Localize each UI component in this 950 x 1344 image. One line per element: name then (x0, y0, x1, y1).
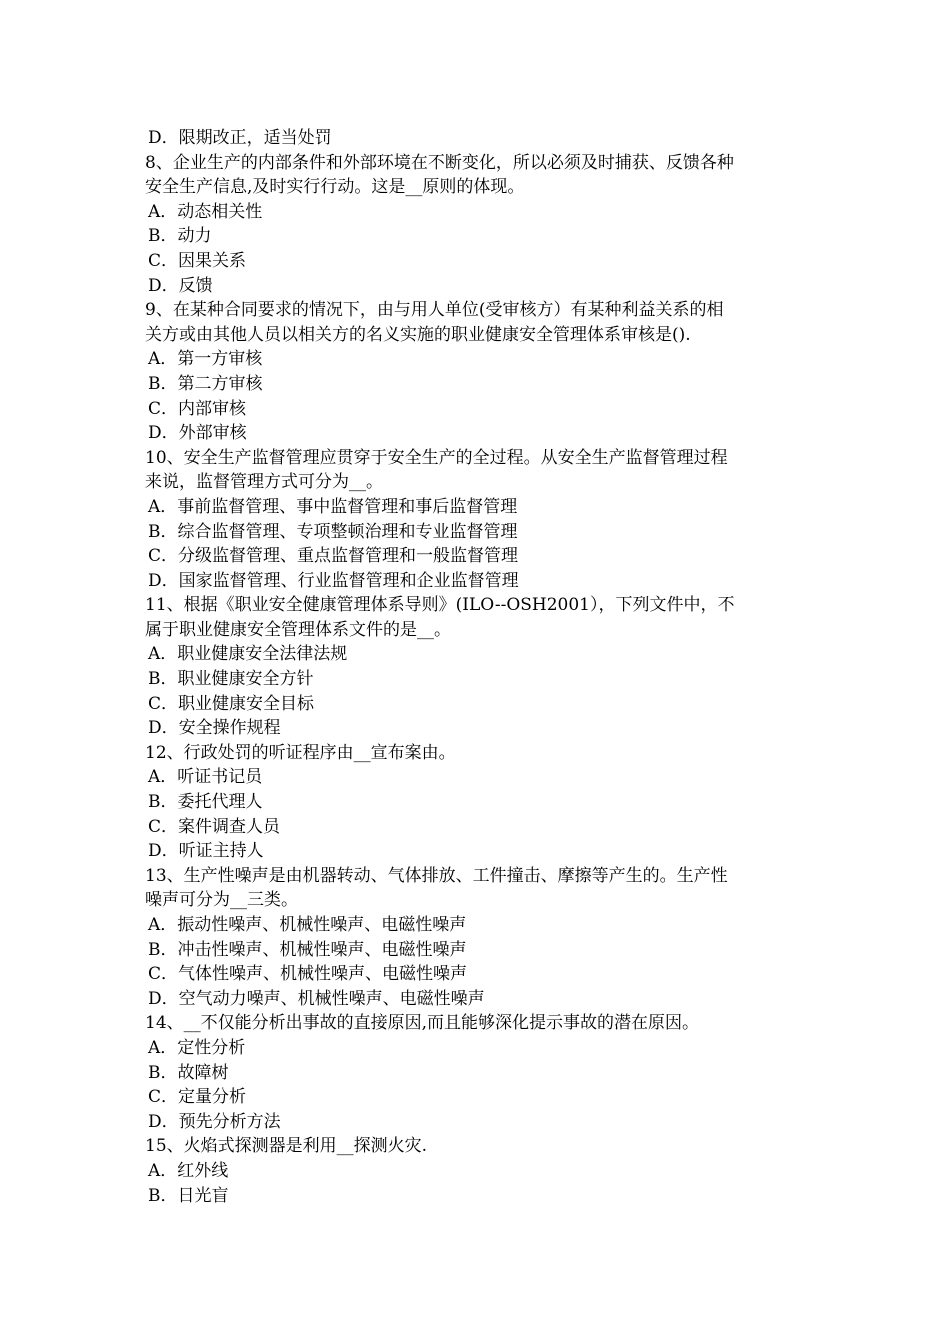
question-line: 安全生产信息,及时实行行动。这是__原则的体现。 (145, 177, 525, 198)
option-line: D．预先分析方法 (148, 1111, 281, 1132)
option-line: A．动态相关性 (148, 201, 263, 222)
question-line: 8、企业生产的内部条件和外部环境在不断变化，所以必须及时捕获、反馈各种 (145, 152, 734, 173)
option-line: B．综合监督管理、专项整顿治理和专业监督管理 (148, 521, 518, 542)
option-line: D．安全操作规程 (148, 718, 281, 739)
option-line: C．案件调查人员 (148, 816, 281, 837)
option-line: D．空气动力噪声、机械性噪声、电磁性噪声 (148, 988, 485, 1009)
question-line: 属于职业健康安全管理体系文件的是__。 (145, 619, 451, 640)
question-line: 关方或由其他人员以相关方的名义实施的职业健康安全管理体系审核是(). (145, 324, 691, 345)
option-line: D．反馈 (148, 275, 213, 296)
question-line: 11、根据《职业安全健康管理体系导则》(ILO--OSH2001），下列文件中，不 (145, 595, 735, 616)
option-line: B．冲击性噪声、机械性噪声、电磁性噪声 (148, 939, 467, 960)
question-line: 15、火焰式探测器是利用__探测火灾. (145, 1136, 428, 1157)
option-line: C．气体性噪声、机械性噪声、电磁性噪声 (148, 964, 468, 985)
option-line: C．职业健康安全目标 (148, 693, 315, 714)
question-line: 来说，监督管理方式可分为__。 (145, 472, 383, 493)
option-line: A．职业健康安全法律法规 (148, 644, 348, 665)
document-body (145, 126, 808, 1208)
option-line: B．日光盲 (148, 1185, 229, 1206)
option-line: D．听证主持人 (148, 841, 264, 862)
option-line: B．动力 (148, 226, 212, 247)
question-line: 14、__不仅能分析出事故的直接原因,而且能够深化提示事故的潜在原因。 (145, 1013, 700, 1034)
option-line: D．国家监督管理、行业监督管理和企业监督管理 (148, 570, 519, 591)
option-line: B．第二方审核 (148, 373, 263, 394)
option-line: B．职业健康安全方针 (148, 669, 314, 690)
option-line: B．委托代理人 (148, 792, 263, 813)
option-line: A．听证书记员 (148, 767, 263, 788)
option-line: C．分级监督管理、重点监督管理和一般监督管理 (148, 546, 519, 567)
option-line: C．定量分析 (148, 1087, 247, 1108)
question-line: 13、生产性噪声是由机器转动、气体排放、工件撞击、摩擦等产生的。生产性 (145, 865, 728, 886)
question-line: 10、安全生产监督管理应贯穿于安全生产的全过程。从安全生产监督管理过程 (145, 447, 728, 468)
question-line: 9、在某种合同要求的情况下，由与用人单位(受审核方）有某种利益关系的相 (145, 300, 724, 321)
option-line: D．外部审核 (148, 423, 247, 444)
option-line: A．振动性噪声、机械性噪声、电磁性噪声 (148, 915, 467, 935)
question-line: 12、行政处罚的听证程序由__宣布案由。 (145, 742, 456, 763)
option-line: C．内部审核 (148, 398, 247, 419)
question-line: 噪声可分为__三类。 (145, 890, 298, 911)
option-line: B．故障树 (148, 1062, 229, 1083)
option-line: A．红外线 (148, 1160, 229, 1181)
option-line: A．第一方审核 (148, 349, 263, 370)
option-line: A．事前监督管理、事中监督管理和事后监督管理 (148, 496, 518, 517)
option-line: A．定性分析 (148, 1037, 246, 1058)
option-line: D．限期改正，适当处罚 (148, 128, 332, 148)
option-line: C．因果关系 (148, 250, 247, 271)
